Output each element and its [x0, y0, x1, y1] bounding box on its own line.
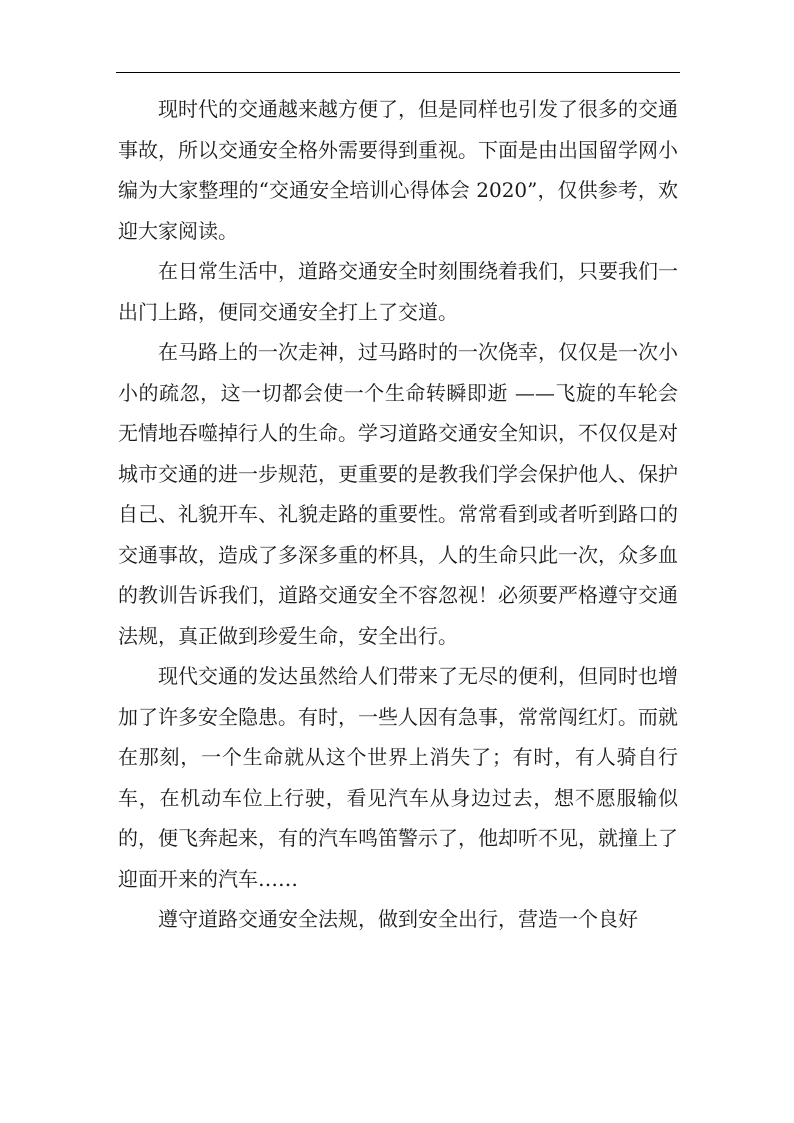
paragraph-3: 在马路上的一次走神，过马路时的一次侥幸，仅仅是一次小小的疏忽，这一切都会使一个生命转瞬即逝 ——飞旋的车轮会无情地吞噬掉行人的生命。学习道路交通安全知识，不仅仅是对城市交通的进一步规范，更重要的是教我们学会保护他人、保护自己、礼貌开车、礼貌走路的重要性。常常看到或者听到路口的交通事故，造成了多深多重的杯具，人的生命只此一次，众多血的教训告诉我们，道路交通安全不容忽视！必须要严格遵守交通法规，真正做到珍爱生命，安全出行。 — [118, 340, 678, 648]
document-body — [118, 89, 678, 940]
header-rule — [116, 72, 680, 73]
paragraph-1: 现时代的交通越来越方便了，但是同样也引发了很多的交通事故，所以交通安全格外需要得到重视。下面是由出国留学网小编为大家整理的“交通安全培训心得体会 2020”，仅供参考，欢迎大家阅读。 — [118, 97, 678, 243]
paragraph-2: 在日常生活中，道路交通安全时刻围绕着我们，只要我们一出门上路，便同交通安全打上了交道。 — [118, 259, 678, 324]
paragraph-5: 遵守道路交通安全法规，做到安全出行，营造一个良好 — [158, 907, 638, 931]
paragraph-4: 现代交通的发达虽然给人们带来了无尽的便利，但同时也增加了许多安全隐患。有时，一些人因有急事，常常闯红灯。而就在那刻，一个生命就从这个世界上消失了；有时，有人骑自行车，在机动车位上行驶，看见汽车从身边过去，想不愿服输似的，便飞奔起来，有的汽车鸣笛警示了，他却听不见，就撞上了迎面开来的汽车…… — [118, 664, 678, 891]
